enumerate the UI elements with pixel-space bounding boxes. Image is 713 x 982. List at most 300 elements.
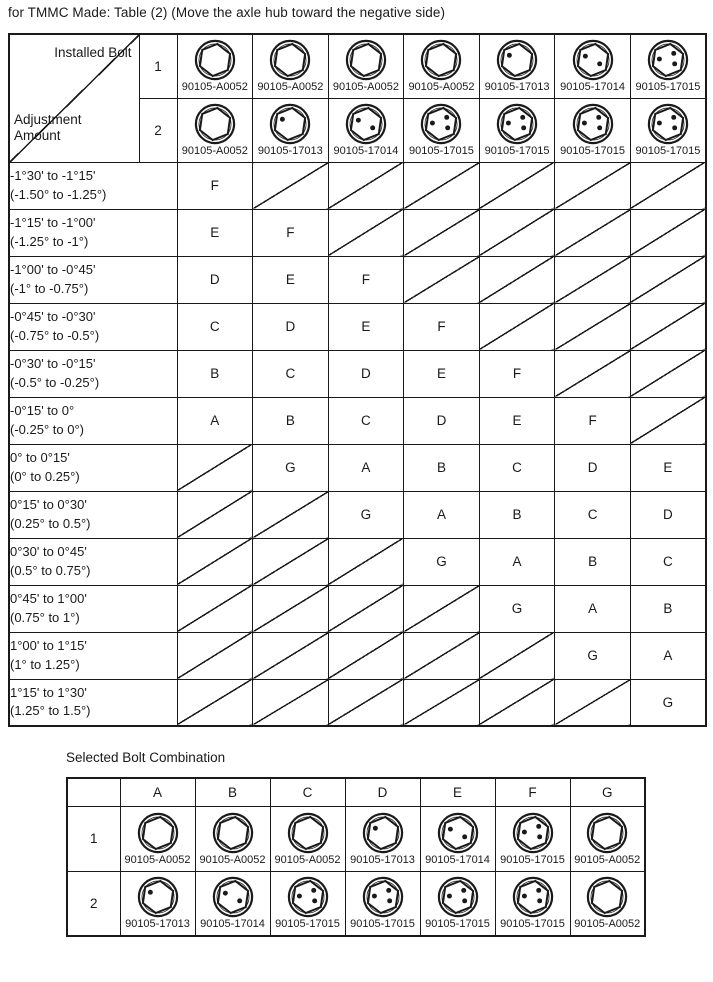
- range-minutes: 0°45' to 1°00': [10, 591, 87, 606]
- bolt-icon: [287, 876, 329, 918]
- combination-letter-cell: E: [404, 350, 480, 397]
- struck-cell: [479, 303, 555, 350]
- selected-table-title: Selected Bolt Combination: [66, 750, 226, 765]
- range-minutes: 0° to 0°15': [10, 450, 70, 465]
- bolt-part-number: 90105-17015: [275, 918, 340, 931]
- struck-cell: [177, 585, 253, 632]
- bolt-icon: [269, 39, 311, 81]
- bolt-figure: [555, 101, 630, 159]
- combination-letter-cell: G: [479, 585, 555, 632]
- bolt-id-dot: [672, 125, 677, 130]
- selected-row-number: 2: [67, 871, 120, 936]
- combination-letter-cell: A: [630, 632, 706, 679]
- bolt-part-number: 90105-A0052: [574, 918, 641, 931]
- bolt-part-number: 90105-A0052: [257, 81, 324, 94]
- combination-letter-cell: B: [253, 397, 329, 444]
- selected-bolt-cell: [570, 871, 645, 936]
- bolt-figure: [253, 37, 328, 95]
- selected-corner-blank-cell: [67, 778, 120, 806]
- combination-letter-cell: D: [630, 491, 706, 538]
- selected-bolt-cell: [420, 806, 495, 871]
- range-degrees: (0.5° to 0.75°): [10, 562, 91, 578]
- installed-bolt-row-number: 2: [139, 98, 177, 162]
- selected-bolt-cell: [570, 806, 645, 871]
- struck-cell: [253, 632, 329, 679]
- bolt-part-number: 90105-17013: [350, 853, 415, 866]
- struck-cell: [177, 491, 253, 538]
- struck-cell: [404, 209, 480, 256]
- installed-bolt-cell: [555, 98, 631, 162]
- bolt-id-dot: [296, 894, 301, 899]
- bolt-part-number: 90105-17015: [500, 853, 565, 866]
- combination-letter-cell: C: [555, 491, 631, 538]
- bolt-id-dot: [311, 888, 316, 893]
- bolt-id-dot: [371, 894, 376, 899]
- installed-bolt-cell: [177, 98, 253, 162]
- adjustment-row: [9, 632, 706, 679]
- adjustment-table: [8, 33, 707, 727]
- bolt-part-number: 90105-17013: [125, 918, 190, 931]
- selected-column-header: C: [270, 778, 345, 806]
- installed-bolt-header-row: [9, 34, 706, 98]
- bolt-figure: [404, 101, 479, 159]
- adjustment-row: [9, 303, 706, 350]
- selected-bolt-cell: [270, 806, 345, 871]
- combination-letter-cell: E: [328, 303, 404, 350]
- adjustment-row: [9, 350, 706, 397]
- bolt-part-number: 90105-A0052: [181, 145, 248, 157]
- adjustment-row: [9, 397, 706, 444]
- combination-letter-cell: E: [479, 397, 555, 444]
- bolt-id-dot: [597, 62, 602, 67]
- adjustment-range-cell: [9, 491, 177, 538]
- bolt-part-number: 90105-A0052: [199, 853, 266, 866]
- bolt-id-dot: [582, 121, 587, 126]
- combination-letter-cell: C: [253, 350, 329, 397]
- bolt-figure: [631, 101, 705, 159]
- bolt-icon: [572, 103, 614, 145]
- combination-letter-cell: F: [555, 397, 631, 444]
- bolt-id-dot: [521, 125, 526, 130]
- bolt-figure: [421, 810, 495, 868]
- bolt-icon: [496, 103, 538, 145]
- bolt-id-dot: [446, 125, 451, 130]
- selected-column-header: A: [120, 778, 195, 806]
- combination-letter-cell: D: [253, 303, 329, 350]
- bolt-icon: [287, 812, 329, 854]
- range-minutes: -0°45' to -0°30': [10, 309, 96, 324]
- bolt-figure: [480, 37, 555, 95]
- struck-cell: [253, 491, 329, 538]
- installed-bolt-cell: [177, 34, 253, 98]
- selected-bolt-cell: [420, 871, 495, 936]
- struck-cell: [328, 162, 404, 209]
- bolt-icon: [194, 103, 236, 145]
- installed-bolt-cell: [253, 98, 329, 162]
- struck-cell: [253, 585, 329, 632]
- bolt-id-dot: [506, 121, 511, 126]
- combination-letter-cell: C: [177, 303, 253, 350]
- bolt-figure: [121, 810, 195, 868]
- struck-cell: [404, 585, 480, 632]
- bolt-icon: [137, 812, 179, 854]
- combination-letter-cell: A: [555, 585, 631, 632]
- bolt-part-number: 90105-A0052: [574, 853, 641, 866]
- selected-bolt-combination-table: [66, 777, 646, 937]
- combination-letter-cell: C: [479, 444, 555, 491]
- range-minutes: -1°15' to -1°00': [10, 215, 96, 230]
- struck-cell: [555, 209, 631, 256]
- adjustment-range-cell: [9, 444, 177, 491]
- struck-cell: [404, 162, 480, 209]
- adjustment-range-cell: [9, 679, 177, 726]
- bolt-icon: [345, 39, 387, 81]
- bolt-part-number: 90105-17013: [484, 81, 550, 94]
- bolt-figure: [571, 874, 645, 932]
- combination-letter-cell: E: [253, 256, 329, 303]
- bolt-figure: [631, 37, 705, 95]
- selected-bolt-cell: [495, 806, 570, 871]
- page-title: for TMMC Made: Table (2) (Move the axle hub toward the negative side): [8, 5, 446, 20]
- bolt-part-number: 90105-17014: [560, 81, 626, 94]
- bolt-part-number: 90105-17014: [425, 853, 490, 866]
- combination-letter-cell: C: [630, 538, 706, 585]
- struck-cell: [630, 209, 706, 256]
- combination-letter-cell: D: [177, 256, 253, 303]
- bolt-figure: [346, 810, 420, 868]
- selected-column-header: G: [570, 778, 645, 806]
- bolt-part-number: 90105-17015: [409, 145, 474, 157]
- struck-cell: [404, 632, 480, 679]
- bolt-id-dot: [537, 834, 542, 839]
- range-minutes: -0°15' to 0°: [10, 403, 75, 418]
- bolt-part-number: 90105-17015: [560, 145, 626, 157]
- bolt-id-dot: [537, 899, 542, 904]
- bolt-figure: [346, 874, 420, 932]
- bolt-id-dot: [521, 829, 526, 834]
- struck-cell: [479, 162, 555, 209]
- struck-cell: [479, 209, 555, 256]
- bolt-id-dot: [657, 57, 662, 62]
- range-minutes: 0°15' to 0°30': [10, 497, 87, 512]
- bolt-icon: [512, 876, 554, 918]
- bolt-icon: [437, 876, 479, 918]
- bolt-id-dot: [386, 888, 391, 893]
- bolt-part-number: 90105-A0052: [332, 81, 399, 94]
- adjustment-range-cell: [9, 585, 177, 632]
- range-degrees: (0° to 0.25°): [10, 468, 80, 484]
- struck-cell: [630, 303, 706, 350]
- installed-bolt-label: Installed Bolt: [54, 45, 132, 60]
- installed-bolt-cell: [630, 98, 706, 162]
- bolt-figure: [555, 37, 630, 95]
- installed-bolt-cell: [328, 34, 404, 98]
- bolt-part-number: 90105-A0052: [181, 81, 248, 94]
- struck-cell: [479, 632, 555, 679]
- bolt-figure: [196, 810, 270, 868]
- bolt-icon: [194, 39, 236, 81]
- struck-cell: [630, 350, 706, 397]
- struck-cell: [630, 256, 706, 303]
- bolt-id-dot: [312, 899, 317, 904]
- struck-cell: [404, 679, 480, 726]
- combination-letter-cell: A: [479, 538, 555, 585]
- struck-cell: [328, 632, 404, 679]
- struck-cell: [328, 679, 404, 726]
- installed-bolt-cell: [479, 34, 555, 98]
- combination-letter-cell: F: [404, 303, 480, 350]
- struck-cell: [555, 162, 631, 209]
- combination-letter-cell: B: [404, 444, 480, 491]
- combination-letter-cell: B: [479, 491, 555, 538]
- bolt-icon: [269, 103, 311, 145]
- selected-bolt-cell: [195, 806, 270, 871]
- combination-letter-cell: D: [555, 444, 631, 491]
- range-degrees: (0.25° to 0.5°): [10, 515, 91, 531]
- adjustment-range-cell: [9, 303, 177, 350]
- combination-letter-cell: F: [479, 350, 555, 397]
- selected-bolt-cell: [345, 871, 420, 936]
- struck-cell: [479, 256, 555, 303]
- selected-bolt-cell: [345, 806, 420, 871]
- bolt-figure: [178, 101, 253, 159]
- bolt-icon: [496, 39, 538, 81]
- selected-header-row: [67, 778, 645, 806]
- bolt-id-dot: [520, 115, 525, 120]
- struck-cell: [479, 679, 555, 726]
- bolt-id-dot: [147, 890, 152, 895]
- bolt-id-dot: [430, 121, 435, 126]
- bolt-part-number: 90105-17013: [257, 145, 323, 157]
- struck-cell: [404, 256, 480, 303]
- selected-bolt-row: [67, 806, 645, 871]
- combination-letter-cell: G: [253, 444, 329, 491]
- combination-letter-cell: A: [328, 444, 404, 491]
- bolt-part-number: 90105-A0052: [408, 81, 475, 94]
- adjustment-range-cell: [9, 538, 177, 585]
- adjustment-row: [9, 585, 706, 632]
- struck-cell: [555, 256, 631, 303]
- adjustment-row: [9, 162, 706, 209]
- struck-cell: [177, 538, 253, 585]
- bolt-id-dot: [370, 125, 375, 130]
- bolt-icon: [362, 812, 404, 854]
- combination-letter-cell: D: [328, 350, 404, 397]
- bolt-figure: [329, 37, 404, 95]
- bolt-part-number: 90105-17015: [350, 918, 415, 931]
- combination-letter-cell: C: [328, 397, 404, 444]
- selected-bolt-row: [67, 871, 645, 936]
- bolt-icon: [362, 876, 404, 918]
- combination-letter-cell: G: [404, 538, 480, 585]
- range-degrees: (-0.25° to 0°): [10, 421, 84, 437]
- adjustment-row: [9, 256, 706, 303]
- installed-bolt-cell: [555, 34, 631, 98]
- adjustment-row: [9, 444, 706, 491]
- combination-letter-cell: E: [177, 209, 253, 256]
- range-minutes: -0°30' to -0°15': [10, 356, 96, 371]
- installed-bolt-cell: [479, 98, 555, 162]
- range-degrees: (1.25° to 1.5°): [10, 703, 91, 719]
- range-degrees: (-1.25° to -1°): [10, 233, 89, 249]
- combination-letter-cell: D: [404, 397, 480, 444]
- bolt-id-dot: [672, 62, 677, 67]
- bolt-id-dot: [446, 894, 451, 899]
- adjustment-range-cell: [9, 397, 177, 444]
- combination-letter-cell: F: [328, 256, 404, 303]
- selected-bolt-cell: [120, 871, 195, 936]
- combination-letter-cell: G: [555, 632, 631, 679]
- bolt-figure: [496, 810, 570, 868]
- bolt-part-number: 90105-17014: [200, 918, 265, 931]
- bolt-figure: [329, 101, 404, 159]
- struck-cell: [253, 679, 329, 726]
- bolt-part-number: 90105-17015: [635, 81, 701, 94]
- bolt-icon: [647, 103, 689, 145]
- installed-bolt-cell: [404, 98, 480, 162]
- bolt-icon: [512, 812, 554, 854]
- struck-cell: [555, 350, 631, 397]
- combination-letter-cell: A: [177, 397, 253, 444]
- bolt-icon: [212, 876, 254, 918]
- bolt-figure: [196, 874, 270, 932]
- adjustment-range-cell: [9, 256, 177, 303]
- bolt-id-dot: [387, 899, 392, 904]
- bolt-icon: [345, 103, 387, 145]
- bolt-icon: [137, 876, 179, 918]
- struck-cell: [555, 679, 631, 726]
- bolt-icon: [572, 39, 614, 81]
- range-degrees: (-0.75° to -0.5°): [10, 327, 100, 343]
- bolt-icon: [420, 103, 462, 145]
- bolt-id-dot: [671, 51, 676, 56]
- range-minutes: 1°15' to 1°30': [10, 684, 87, 700]
- bolt-figure: [253, 101, 328, 159]
- bolt-part-number: 90105-17015: [500, 918, 565, 931]
- selected-column-header: B: [195, 778, 270, 806]
- adjustment-row: [9, 491, 706, 538]
- bolt-part-number: 90105-17015: [425, 918, 490, 931]
- selected-column-header: E: [420, 778, 495, 806]
- bolt-figure: [121, 874, 195, 932]
- selected-bolt-cell: [120, 806, 195, 871]
- selected-bolt-cell: [495, 871, 570, 936]
- bolt-part-number: 90105-17015: [484, 145, 550, 157]
- bolt-id-dot: [461, 888, 466, 893]
- struck-cell: [630, 162, 706, 209]
- bolt-figure: [178, 37, 253, 95]
- struck-cell: [253, 162, 329, 209]
- bolt-figure: [480, 101, 555, 159]
- bolt-part-number: 90105-A0052: [274, 853, 341, 866]
- bolt-id-dot: [596, 115, 601, 120]
- bolt-id-dot: [222, 891, 227, 896]
- bolt-id-dot: [671, 115, 676, 120]
- bolt-id-dot: [462, 899, 467, 904]
- combination-letter-cell: G: [328, 491, 404, 538]
- bolt-id-dot: [597, 125, 602, 130]
- bolt-part-number: 90105-17015: [635, 145, 701, 157]
- adjustment-row: [9, 679, 706, 726]
- bolt-figure: [404, 37, 479, 95]
- combination-letter-cell: F: [253, 209, 329, 256]
- bolt-part-number: 90105-17014: [333, 145, 399, 157]
- range-minutes: -1°00' to -0°45': [10, 262, 96, 277]
- bolt-id-dot: [582, 54, 587, 59]
- combination-letter-cell: B: [177, 350, 253, 397]
- bolt-icon: [437, 812, 479, 854]
- selected-column-header: D: [345, 778, 420, 806]
- bolt-id-dot: [445, 115, 450, 120]
- bolt-figure: [271, 874, 345, 932]
- range-degrees: (-1° to -0.75°): [10, 280, 89, 296]
- selected-bolt-cell: [195, 871, 270, 936]
- combination-letter-cell: G: [630, 679, 706, 726]
- bolt-id-dot: [237, 899, 242, 904]
- adjustment-range-cell: [9, 632, 177, 679]
- bolt-id-dot: [536, 823, 541, 828]
- struck-cell: [328, 209, 404, 256]
- bolt-id-dot: [462, 834, 467, 839]
- struck-cell: [177, 632, 253, 679]
- adjustment-range-cell: [9, 209, 177, 256]
- adjustment-range-cell: [9, 162, 177, 209]
- bolt-id-dot: [507, 53, 512, 58]
- installed-bolt-cell: [253, 34, 329, 98]
- range-minutes: -1°30' to -1°15': [10, 168, 96, 183]
- range-degrees: (0.75° to 1°): [10, 609, 80, 625]
- bolt-id-dot: [521, 894, 526, 899]
- bolt-id-dot: [280, 117, 285, 122]
- bolt-id-dot: [536, 888, 541, 893]
- selected-row-number: 1: [67, 806, 120, 871]
- bolt-id-dot: [657, 121, 662, 126]
- adjustment-amount-label: Adjustment Amount: [14, 111, 82, 143]
- range-minutes: 0°30' to 0°45': [10, 544, 87, 559]
- bolt-figure: [496, 874, 570, 932]
- bolt-icon: [647, 39, 689, 81]
- installed-bolt-cell: [328, 98, 404, 162]
- bolt-part-number: 90105-A0052: [124, 853, 191, 866]
- adjustment-row: [9, 209, 706, 256]
- struck-cell: [177, 444, 253, 491]
- bolt-id-dot: [372, 825, 377, 830]
- struck-cell: [555, 303, 631, 350]
- corner-cell: [9, 34, 139, 162]
- bolt-figure: [271, 810, 345, 868]
- combination-letter-cell: F: [177, 162, 253, 209]
- struck-cell: [253, 538, 329, 585]
- installed-bolt-cell: [630, 34, 706, 98]
- combination-letter-cell: B: [555, 538, 631, 585]
- struck-cell: [328, 538, 404, 585]
- bolt-figure: [421, 874, 495, 932]
- range-minutes: 1°00' to 1°15': [10, 638, 87, 653]
- range-degrees: (1° to 1.25°): [10, 656, 80, 672]
- bolt-figure: [571, 810, 645, 868]
- range-degrees: (-1.50° to -1.25°): [10, 186, 107, 202]
- combination-letter-cell: B: [630, 585, 706, 632]
- combination-letter-cell: E: [630, 444, 706, 491]
- bolt-icon: [586, 876, 628, 918]
- bolt-id-dot: [447, 826, 452, 831]
- selected-column-header: F: [495, 778, 570, 806]
- installed-bolt-row-number: 1: [139, 34, 177, 98]
- adjustment-range-cell: [9, 350, 177, 397]
- adjustment-row: [9, 538, 706, 585]
- struck-cell: [328, 585, 404, 632]
- struck-cell: [177, 679, 253, 726]
